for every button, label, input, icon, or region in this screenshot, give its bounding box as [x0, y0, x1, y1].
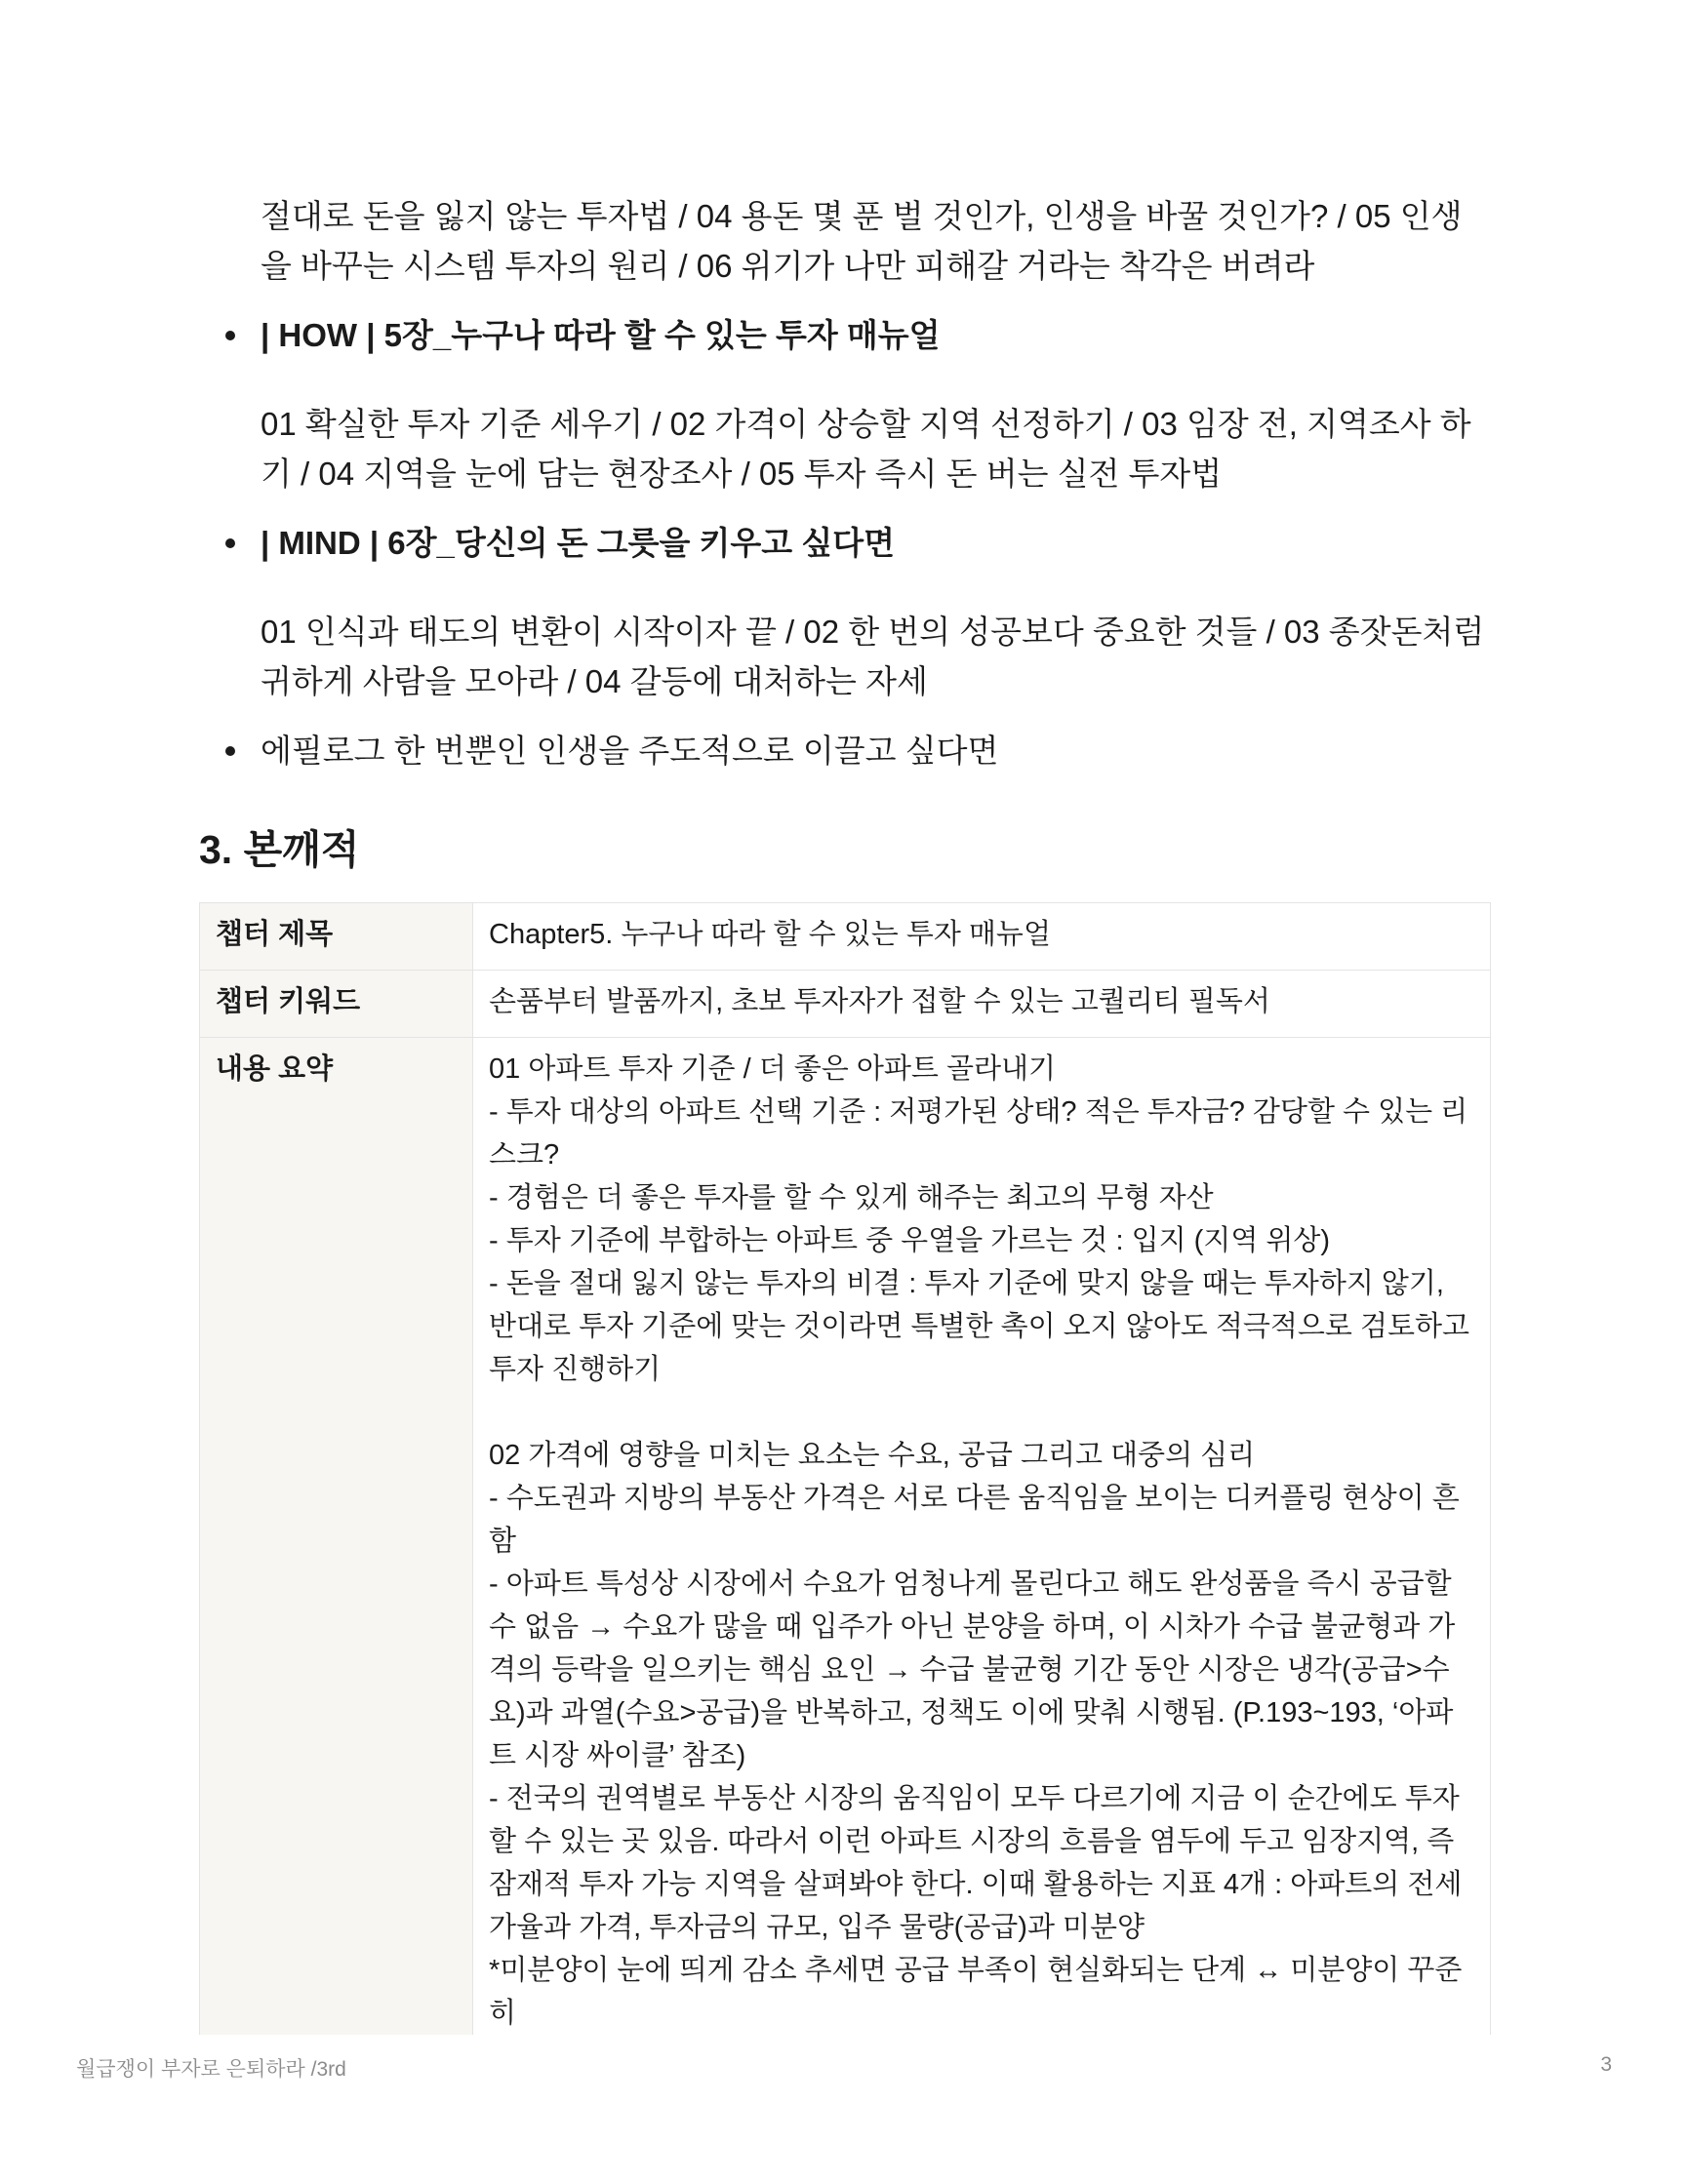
- toc-item-how: [199, 310, 1491, 498]
- table-row: [200, 903, 1491, 971]
- table-row: [200, 1038, 1491, 2036]
- toc-item-text: 에필로그 한 번뿐인 인생을 주도적으로 이끌고 싶다면: [261, 733, 999, 769]
- continued-paragraph: 절대로 돈을 잃지 않는 투자법 / 04 용돈 몇 푼 벌 것인가, 인생을 바꿀 것인가? / 05 인생을 바꾸는 시스템 투자의 원리 / 06 위기가 나만 피해갈 거라는 착각은 버려라: [261, 198, 1463, 284]
- toc-item-mind: [199, 518, 1491, 706]
- bullet-dot: [225, 538, 235, 548]
- bullet-dot: [225, 746, 235, 756]
- table-row: [200, 971, 1491, 1038]
- footer-document-title: 월급쟁이 부자로 은퇴하라 /3rd: [76, 2058, 346, 2081]
- toc-item-title: | HOW | 5장_누구나 따라 할 수 있는 투자 매뉴얼: [261, 317, 941, 353]
- bullet-dot: [225, 331, 235, 340]
- row-label-summary: 내용 요약: [200, 1038, 473, 2036]
- toc-item-description: 01 확실한 투자 기준 세우기 / 02 가격이 상승할 지역 선정하기 / 03 임장 전, 지역조사 하기 / 04 지역을 눈에 담는 현장조사 / 05 투자 즉시 돈 버는 실전 투자법: [261, 406, 1471, 492]
- toc-item-title: | MIND | 6장_당신의 돈 그릇을 키우고 싶다면: [261, 525, 895, 561]
- toc-item-description: 01 인식과 태도의 변환이 시작이자 끝 / 02 한 번의 성공보다 중요한 것들 / 03 종잣돈처럼 귀하게 사람을 모아라 / 04 갈등에 대처하는 자세: [261, 614, 1485, 699]
- toc-item-epilogue: [199, 726, 1491, 775]
- row-value-chapter-title: Chapter5. 누구나 따라 할 수 있는 투자 매뉴얼: [473, 903, 1491, 971]
- page-content: [199, 191, 1491, 2029]
- summary-table-wrapper: [199, 902, 1491, 2029]
- row-label-keyword: 챕터 키워드: [200, 971, 473, 1038]
- footer-page-number: 3: [1600, 2053, 1612, 2076]
- toc-list: [199, 310, 1491, 775]
- row-value-summary: 01 아파트 투자 기준 / 더 좋은 아파트 골라내기 - 투자 대상의 아파트 선택 기준 : 저평가된 상태? 적은 투자금? 감당할 수 있는 리스크? - 경험은 더 좋은 투자를 할 수 있게 해주는 최고의 무형 자산 - 투자 기준에 부합하는 아파트 중 우열을 가르는 것 : 입지 (지역 위상) - 돈을 절대 잃지 않는 투자의 비결 : 투자 기준에 맞지 않을 때는 투자하지 않기, 반대로 투자 기준에 맞는 것이라면 특별한 촉이 오지 않아도 적극적으로 검토하고 투자 진행하기 02 가격에 영향을 미치는 요소는 수요, 공급 그리고 대중의 심리 - 수도권과 지방의 부동산 가격은 서로 다른 움직임을 보이는 디커플링 현상이 흔함 - 아파트 특성상 시장에서 수요가 엄청나게 몰린다고 해도 완성품을 즉시 공급할 수 없음 → 수요가 많을 때 입주가 아닌 분양을 하며, 이 시차가 수급 불균형과 가격의 등락을 일으키는 핵심 요인 → 수급 불균형 기간 동안 시장은 냉각(공급>수요)과 과열(수요>공급)을 반복하고, 정책도 이에 맞춰 시행됨. (P.193~193, ‘아파트 시장 싸이클’ 참조) - 전국의 권역별로 부동산 시장의 움직임이 모두 다르기에 지금 이 순간에도 투자할 수 있는 곳 있음. 따라서 이런 아파트 시장의 흐름을 염두에 두고 임장지역, 즉 잠재적 투자 가능 지역을 살펴봐야 한다. 이때 활용하는 지표 4개 : 아파트의 전세가율과 가격, 투자금의 규모, 입주 물량(공급)과 미분양 *미분양이 눈에 띄게 감소 추세면 공급 부족이 현실화되는 단계 ↔ 미분양이 꾸준히: [473, 1038, 1491, 2036]
- row-value-keyword: 손품부터 발품까지, 초보 투자자가 접할 수 있는 고퀄리티 필독서: [473, 971, 1491, 1038]
- summary-table: [199, 902, 1491, 2035]
- section-heading: 3. 본깨적: [199, 827, 360, 872]
- row-label-chapter-title: 챕터 제목: [200, 903, 473, 971]
